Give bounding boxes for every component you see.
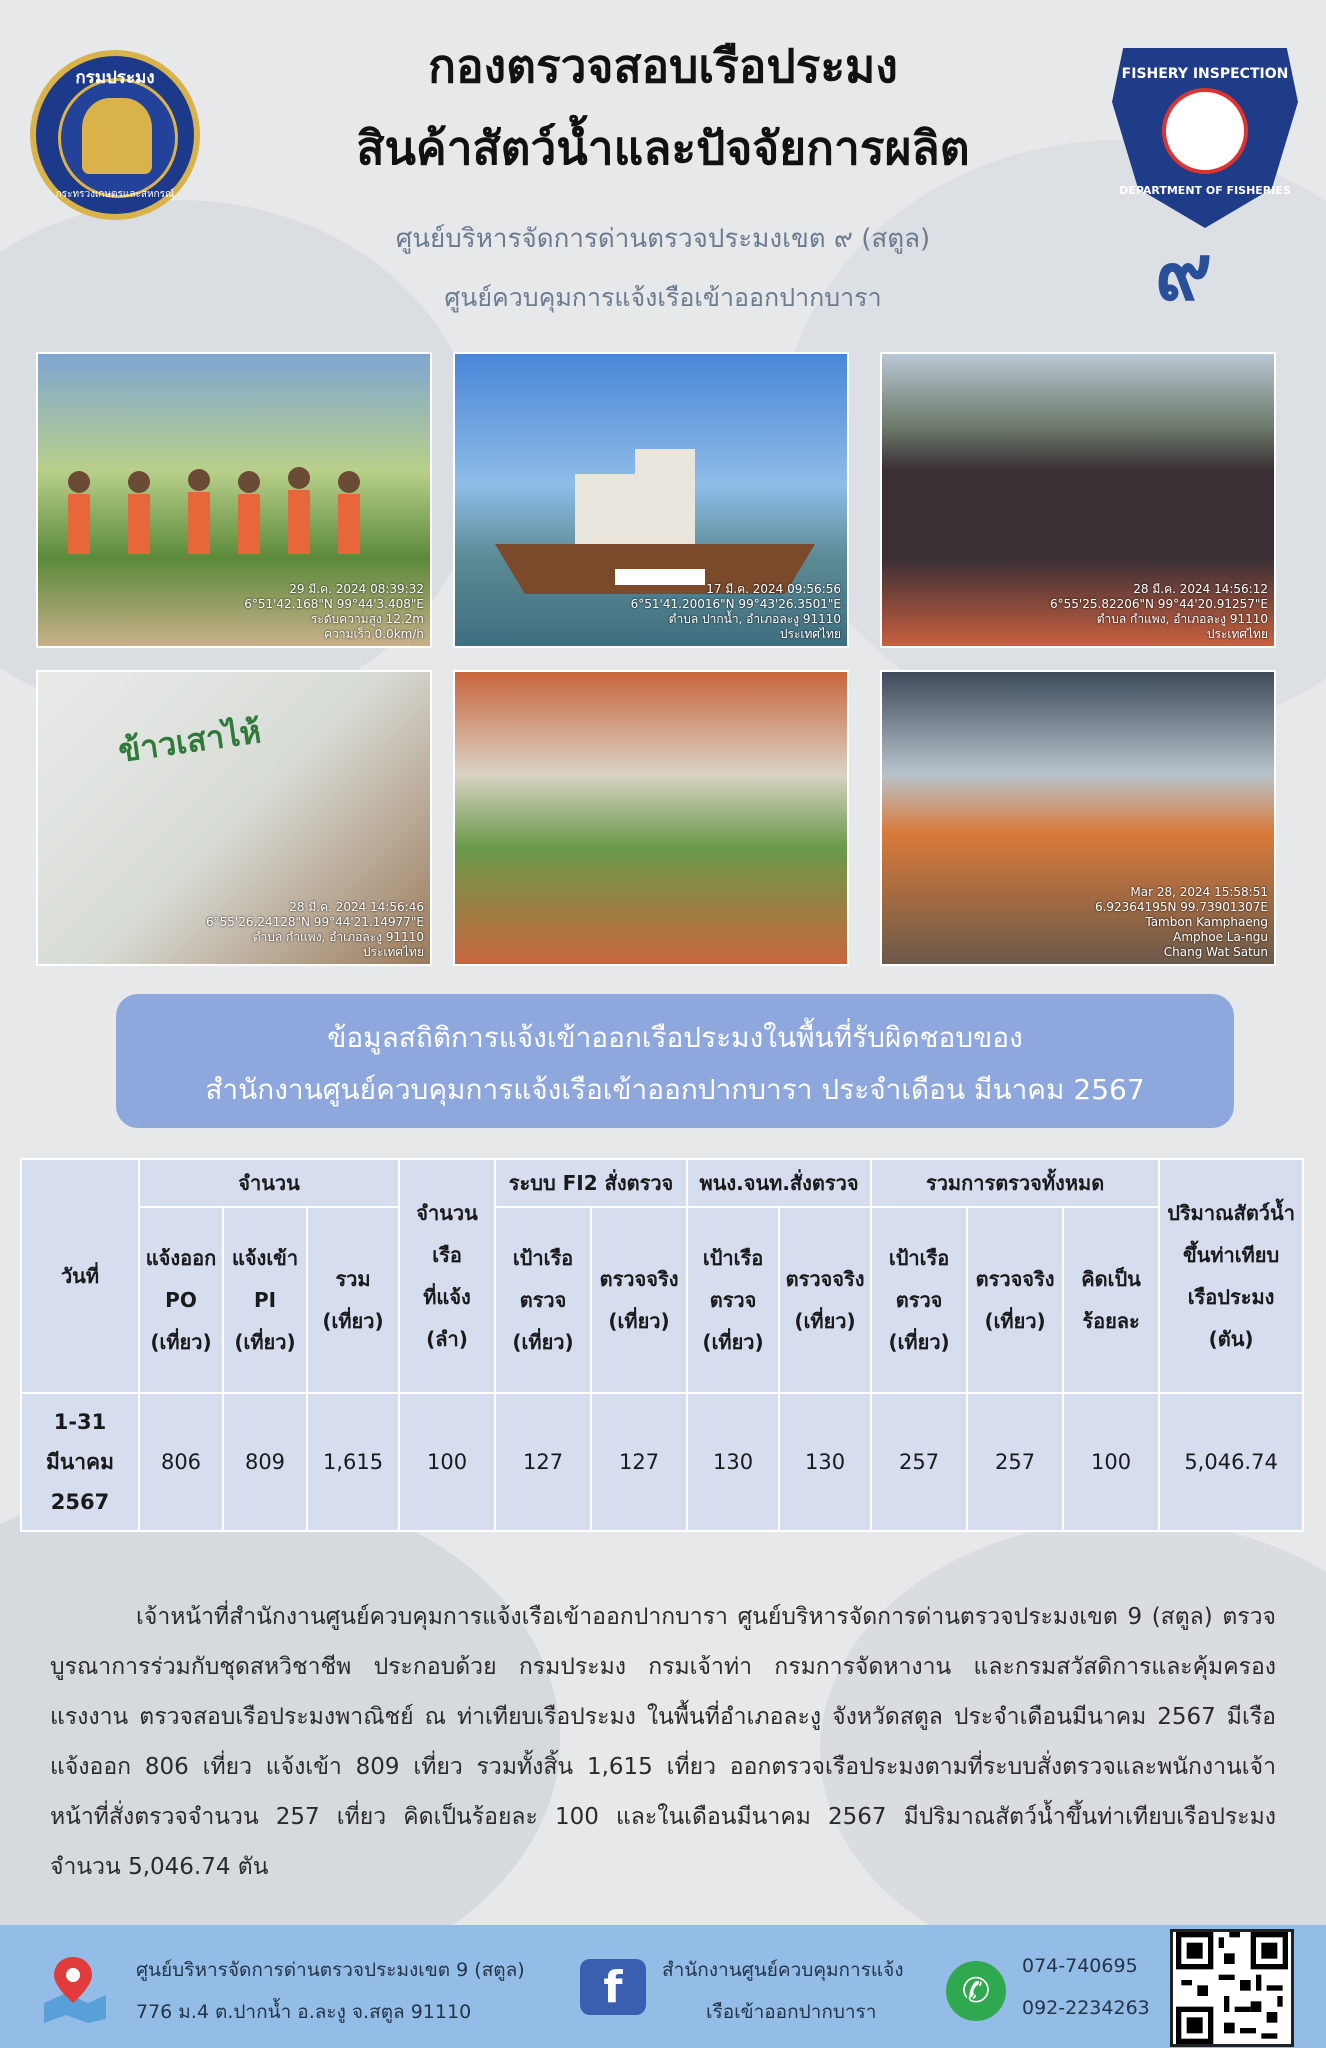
- header-fi2-actual: ตรวจจริง (เที่ยว): [591, 1207, 687, 1393]
- photo-caption: 29 มี.ค. 2024 08:39:32 6°51'42.168"N 99°44'3.408"E ระดับความสูง 12.2m ความเร็ว 0.0km/h: [244, 582, 424, 641]
- photo-crew: [36, 352, 432, 648]
- summary-paragraph: เจ้าหน้าที่สำนักงานศูนย์ควบคุมการแจ้งเรือเข้าออกปากบารา ศูนย์บริหารจัดการด่านตรวจประมงเขต 9 (สตูล) ตรวจบูรณาการร่วมกับชุดสหวิชาชีพ ประกอบด้วย กรมประมง กรมเจ้าท่า กรมการจัดหางาน และกรมสวัสดิการและคุ้มครองแรงงาน ตรวจสอบเรือประมงพาณิชย์ ณ ท่าเทียบเรือประมง ในพื้นที่อำเภอละงู จังหวัดสตูล ประจำเดือนมีนาคม 2567 มีเรือแจ้งออก 806 เที่ยว แจ้งเข้า 809 เที่ยว รวมทั้งสิ้น 1,615 เที่ยว ออกตรวจเรือประมงตามที่ระบบสั่งตรวจและพนักงานเจ้าหน้าที่สั่งตรวจจำนวน 257 เที่ยว คิดเป็นร้อยละ 100 และในเดือนมีนาคม 2567 มีปริมาณสัตว์น้ำขึ้นท่าเทียบเรือประมงจำนวน 5,046.74 ตัน: [50, 1604, 1276, 1880]
- logo-left-sublabel: กระทรวงเกษตรและสหกรณ์: [55, 189, 175, 200]
- header-pi: แจ้งเข้า PI (เที่ยว): [223, 1207, 307, 1393]
- department-of-fisheries-logo: [30, 50, 200, 220]
- cell-fi2-actual: 127: [591, 1393, 687, 1531]
- header-all: รวมการตรวจทั้งหมด: [871, 1159, 1159, 1207]
- footer-phone-2[interactable]: 092-2234263: [1022, 1997, 1150, 2019]
- table-header-row: [21, 1159, 1303, 1207]
- photo-inspection-team: [880, 670, 1276, 966]
- header-all-actual: ตรวจจริง (เที่ยว): [967, 1207, 1063, 1393]
- facebook-icon[interactable]: f: [580, 1959, 646, 2015]
- page-subtitle-2: ศูนย์ควบคุมการแจ้งเรือเข้าออกปากบารา: [444, 283, 882, 312]
- header-percent: คิดเป็น ร้อยละ: [1063, 1207, 1159, 1393]
- photo-caption: Mar 28, 2024 15:58:51 6.92364195N 99.73901307E Tambon Kamphaeng Amphoe La-ngu Chang Wat Satun: [1094, 885, 1268, 959]
- footer-phone-1[interactable]: 074-740695: [1022, 1955, 1138, 1977]
- footer-facebook-line2[interactable]: เรือเข้าออกปากบารา: [706, 2001, 877, 2023]
- header-fi2: ระบบ FI2 สั่งตรวจ: [495, 1159, 687, 1207]
- photo-fishing-boat: [453, 352, 849, 648]
- header-fi2-target: เป้าเรือ ตรวจ (เที่ยว): [495, 1207, 591, 1393]
- header-boats: จำนวน เรือ ที่แจ้ง (ลำ): [399, 1159, 495, 1393]
- cell-all-target: 257: [871, 1393, 967, 1531]
- qr-code[interactable]: [1170, 1929, 1294, 2047]
- page-title-line1: กองตรวจสอบเรือประมง: [428, 39, 898, 93]
- logo-left-label: กรมประมง: [75, 68, 155, 88]
- photo-supplies: [36, 670, 432, 966]
- table-subheader-row: [21, 1207, 1303, 1393]
- fishery-inspection-badge: [1112, 48, 1298, 228]
- header-amount: จำนวน: [139, 1159, 399, 1207]
- badge-top-text: FISHERY INSPECTION: [1121, 66, 1289, 82]
- cell-boats: 100: [399, 1393, 495, 1531]
- cell-catch: 5,046.74: [1159, 1393, 1303, 1531]
- banner-line2: สำนักงานศูนย์ควบคุมการแจ้งเรือเข้าออกปากบารา ประจำเดือน มีนาคม 2567: [205, 1073, 1145, 1106]
- header-catch: ปริมาณสัตว์น้ำ ขึ้นท่าเทียบ เรือประมง (ตัน): [1159, 1159, 1303, 1393]
- photo-fishing-net: [880, 352, 1276, 648]
- rice-sack-label: ข้าวเสาไห้: [115, 712, 264, 770]
- cell-fi2-target: 127: [495, 1393, 591, 1531]
- table-row: [21, 1393, 1303, 1531]
- photo-caption: 28 มี.ค. 2024 14:56:46 6°55'26.24128"N 99°44'21.14977"E ตำบล กำแพง, อำเภอละงู 91110 ประเทศไทย: [206, 900, 424, 959]
- footer-address-line1: ศูนย์บริหารจัดการด่านตรวจประมงเขต 9 (สตูล): [136, 1959, 525, 1981]
- cell-all-actual: 257: [967, 1393, 1063, 1531]
- photo-caption: 17 มี.ค. 2024 09:56:56 6°51'41.20016"N 99°43'26.3501"E ตำบล ปากน้ำ, อำเภอละงู 91110 ประเทศไทย: [630, 582, 841, 641]
- emblem-icon: [82, 98, 152, 174]
- cell-pi: 809: [223, 1393, 307, 1531]
- cell-date: 1-31 มีนาคม 2567: [21, 1393, 139, 1531]
- header: [0, 0, 1326, 330]
- header-officer-target: เป้าเรือ ตรวจ (เที่ยว): [687, 1207, 779, 1393]
- footer-facebook-line1[interactable]: สำนักงานศูนย์ควบคุมการแจ้ง: [662, 1959, 904, 1981]
- header-date: วันที่: [21, 1159, 139, 1393]
- photo-vegetables: [453, 670, 849, 966]
- cell-percent: 100: [1063, 1393, 1159, 1531]
- page-title-line2: สินค้าสัตว์น้ำและปัจจัยการผลิต: [356, 121, 970, 175]
- banner-line1: ข้อมูลสถิติการแจ้งเข้าออกเรือประมงในพื้นที่รับผิดชอบของ: [327, 1021, 1023, 1054]
- page-subtitle-1: ศูนย์บริหารจัดการด่านตรวจประมงเขต ๙ (สตูล): [395, 224, 931, 254]
- phone-icon: ✆: [946, 1961, 1006, 2021]
- header-officer-actual: ตรวจจริง (เที่ยว): [779, 1207, 871, 1393]
- header-po: แจ้งออก PO (เที่ยว): [139, 1207, 223, 1393]
- photo-caption: 28 มี.ค. 2024 14:56:12 6°55'25.82206"N 99°44'20.91257"E ตำบล กำแพง, อำเภอละงู 91110 ประเทศไทย: [1050, 582, 1268, 641]
- cell-officer-actual: 130: [779, 1393, 871, 1531]
- badge-bottom-text: DEPARTMENT OF FISHERIES: [1119, 184, 1291, 197]
- region-number: ๙: [1155, 227, 1213, 318]
- cell-po: 806: [139, 1393, 223, 1531]
- cell-officer-target: 130: [687, 1393, 779, 1531]
- header-officer: พนง.จนท.สั่งตรวจ: [687, 1159, 871, 1207]
- header-all-target: เป้าเรือ ตรวจ (เที่ยว): [871, 1207, 967, 1393]
- statistics-banner: [116, 994, 1234, 1128]
- map-pin-icon: [36, 1953, 110, 2023]
- footer: [0, 1925, 1326, 2048]
- qr-pattern: [1173, 1932, 1291, 2044]
- header-total: รวม (เที่ยว): [307, 1207, 399, 1393]
- cell-total: 1,615: [307, 1393, 399, 1531]
- footer-address-line2: 776 ม.4 ต.ปากน้ำ อ.ละงู จ.สตูล 91110: [136, 2001, 472, 2023]
- statistics-table: [20, 1158, 1304, 1532]
